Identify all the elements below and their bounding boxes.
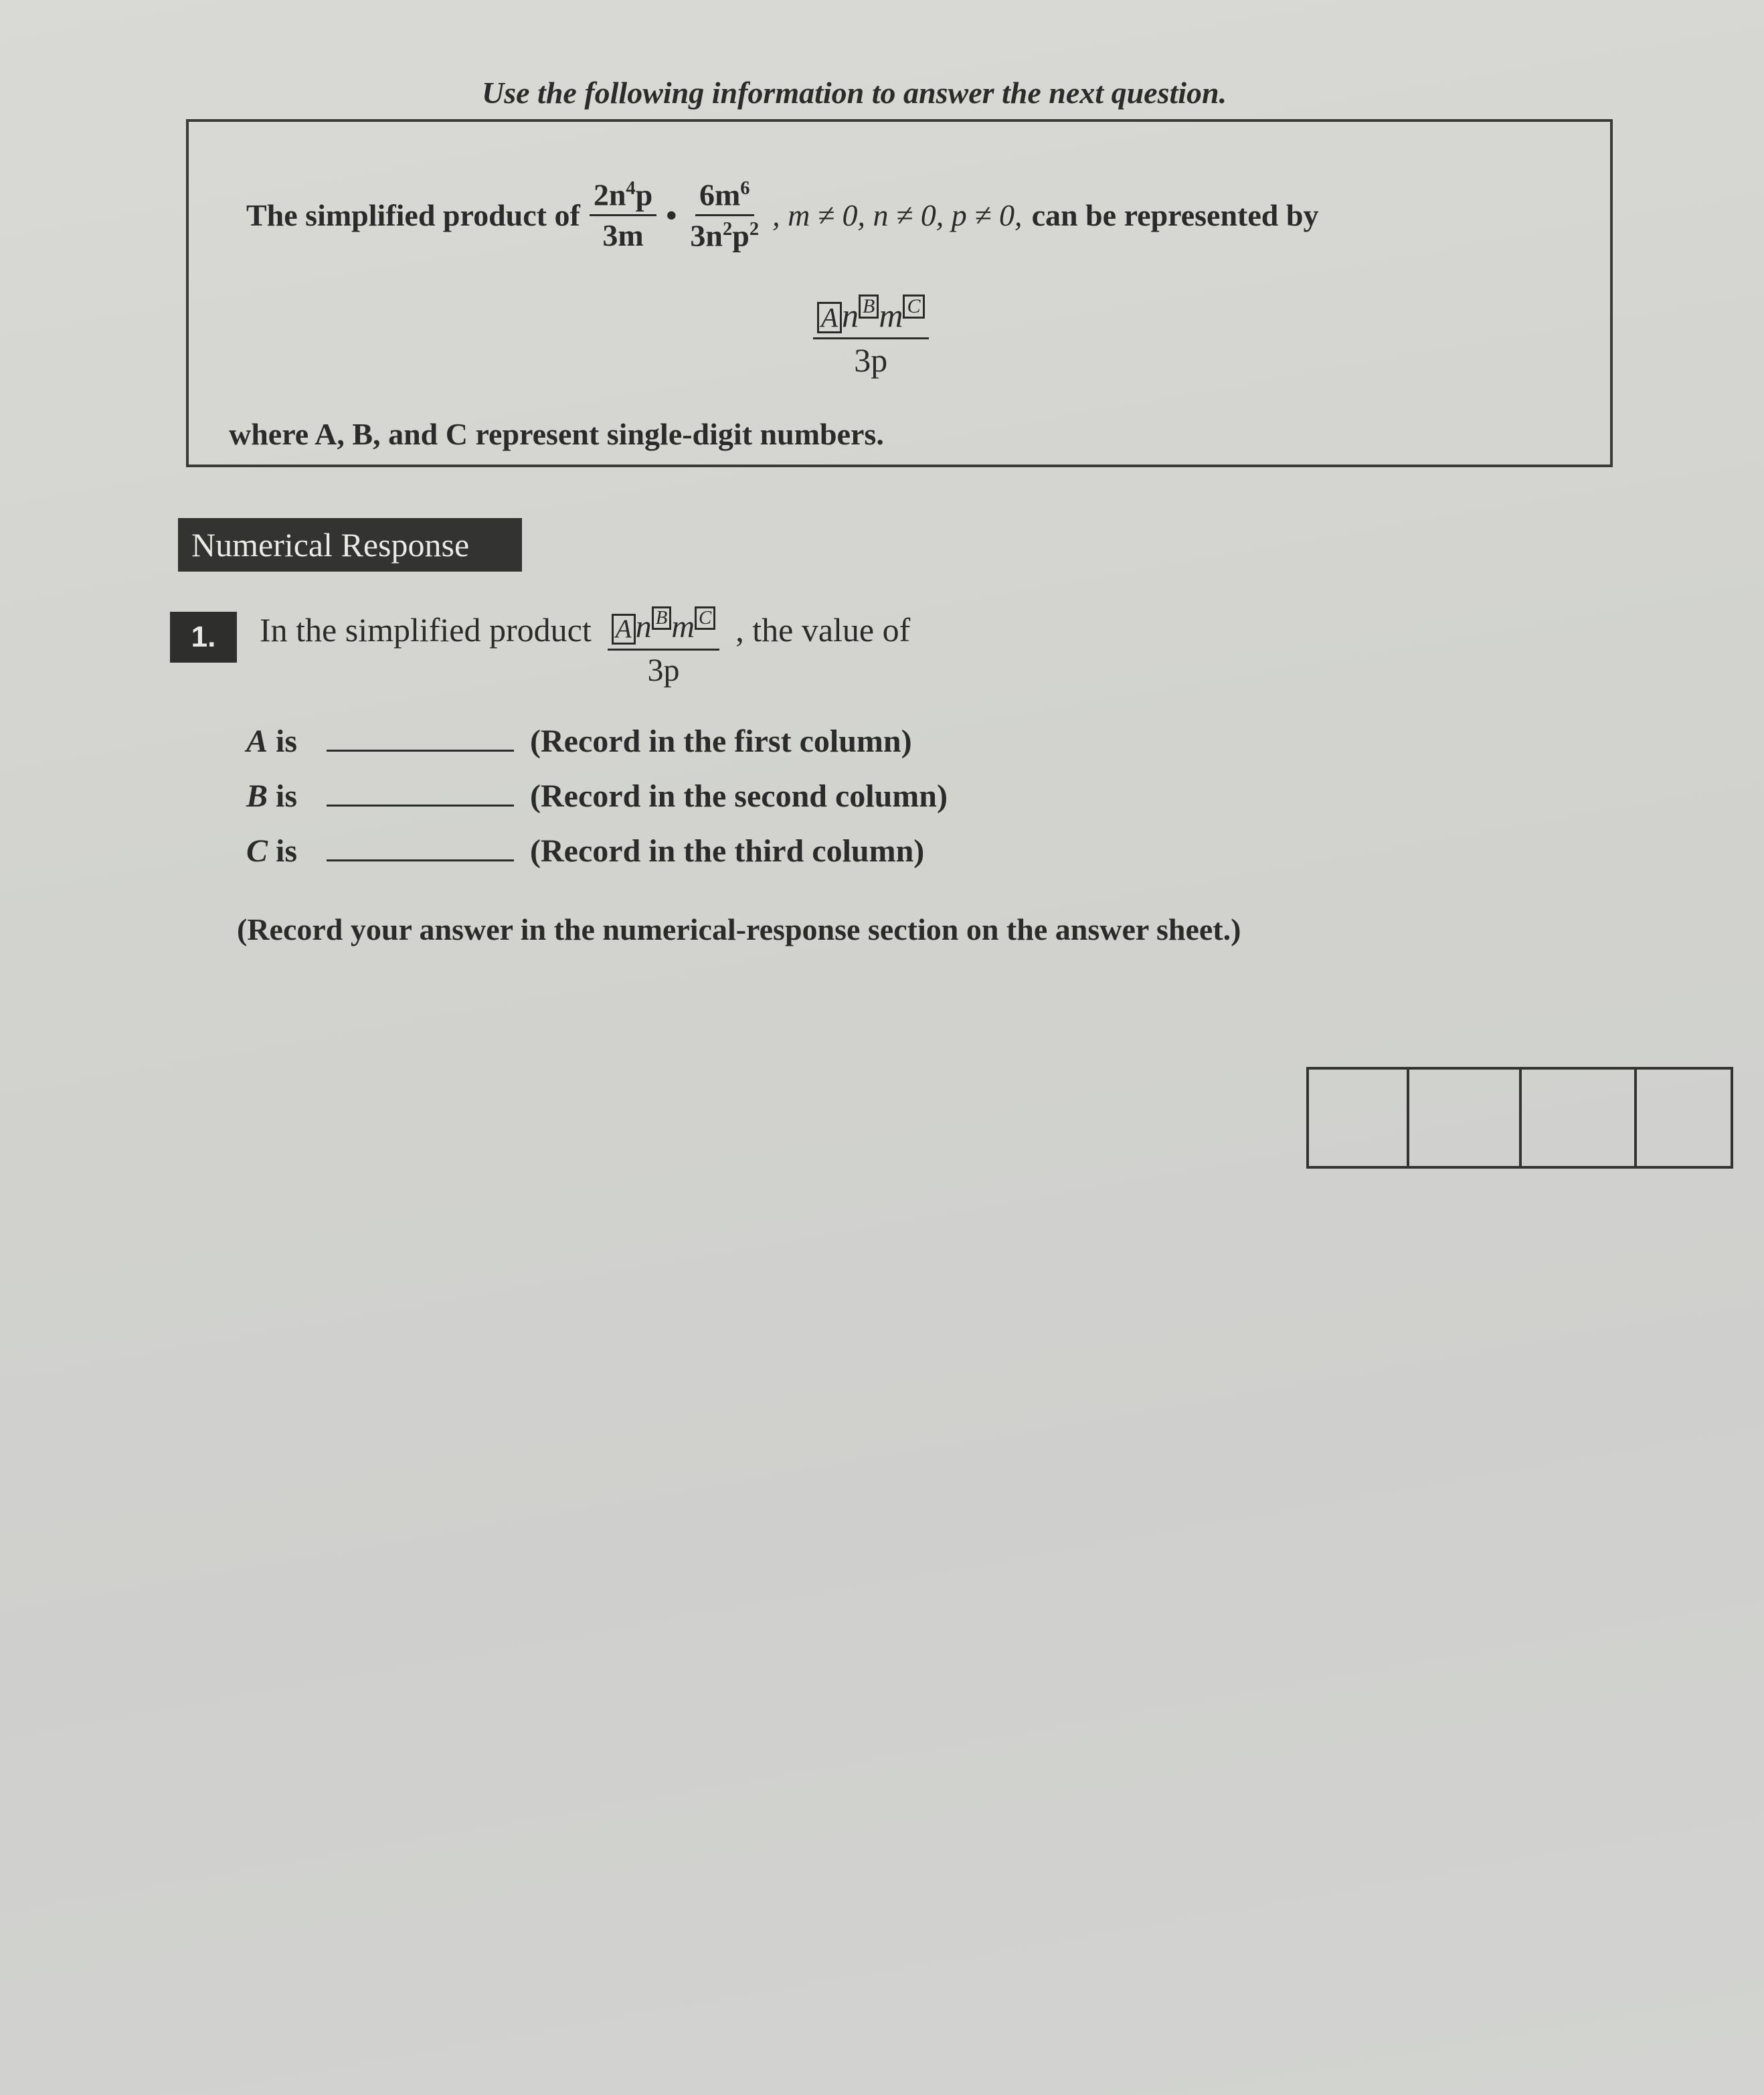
question-number: 1. (170, 612, 237, 663)
question-text (260, 607, 911, 688)
answer-blank-c[interactable] (327, 839, 514, 861)
question-lead: In the simplified product (260, 611, 592, 649)
record-note-a: (Record in the first column) (530, 724, 912, 759)
answer-row-b: B is (Record in the second column) (246, 778, 948, 814)
answer-grid (1306, 1067, 1733, 1169)
answer-grid-cell[interactable] (1637, 1070, 1731, 1166)
representation-fraction: $\frac{\text{A n B m C}}{3p}$ (813, 295, 929, 377)
info-box (186, 119, 1613, 467)
fraction-1: $\frac{2n^4p}{3m}$ (590, 179, 656, 251)
question-tail: , the value of (735, 611, 911, 649)
where-text: where A, B, and C represent single-digit numbers. (229, 417, 884, 451)
answer-row-c: C is (Record in the third column) (246, 833, 925, 869)
info-tail-text: can be represented by (1031, 198, 1319, 233)
answer-grid-cell[interactable] (1409, 1070, 1522, 1166)
box-a: A (612, 614, 636, 644)
answer-grid-cell[interactable] (1522, 1070, 1637, 1166)
info-product-line (246, 179, 1318, 252)
box-c: C (903, 295, 924, 319)
answer-blank-a[interactable] (327, 730, 514, 752)
record-answer-note: (Record your answer in the numerical-response section on the answer sheet.) (237, 912, 1241, 946)
answer-row-a: A is (Record in the first column) (246, 724, 912, 759)
box-b: B (859, 295, 879, 319)
intro-heading: Use the following information to answer the next question. (482, 76, 1227, 110)
multiply-dot: • (666, 198, 677, 233)
fraction-2: $\frac{6m^6}{3n^2p^2}$ (690, 177, 760, 253)
box-a: A (817, 302, 842, 333)
restriction-text: , m ≠ 0, n ≠ 0, p ≠ 0, (772, 198, 1023, 233)
box-c: C (695, 606, 715, 630)
record-note-c: (Record in the third column) (530, 833, 925, 869)
record-note-b: (Record in the second column) (530, 778, 948, 814)
numerical-response-header: Numerical Response (178, 518, 522, 572)
info-lead-text: The simplified product of (246, 198, 580, 233)
box-b: B (652, 606, 672, 630)
answer-blank-b[interactable] (327, 784, 514, 807)
question-fraction: $\frac{\text{A n B m C}}{3p}$ (608, 606, 720, 687)
answer-grid-cell[interactable] (1309, 1070, 1409, 1166)
